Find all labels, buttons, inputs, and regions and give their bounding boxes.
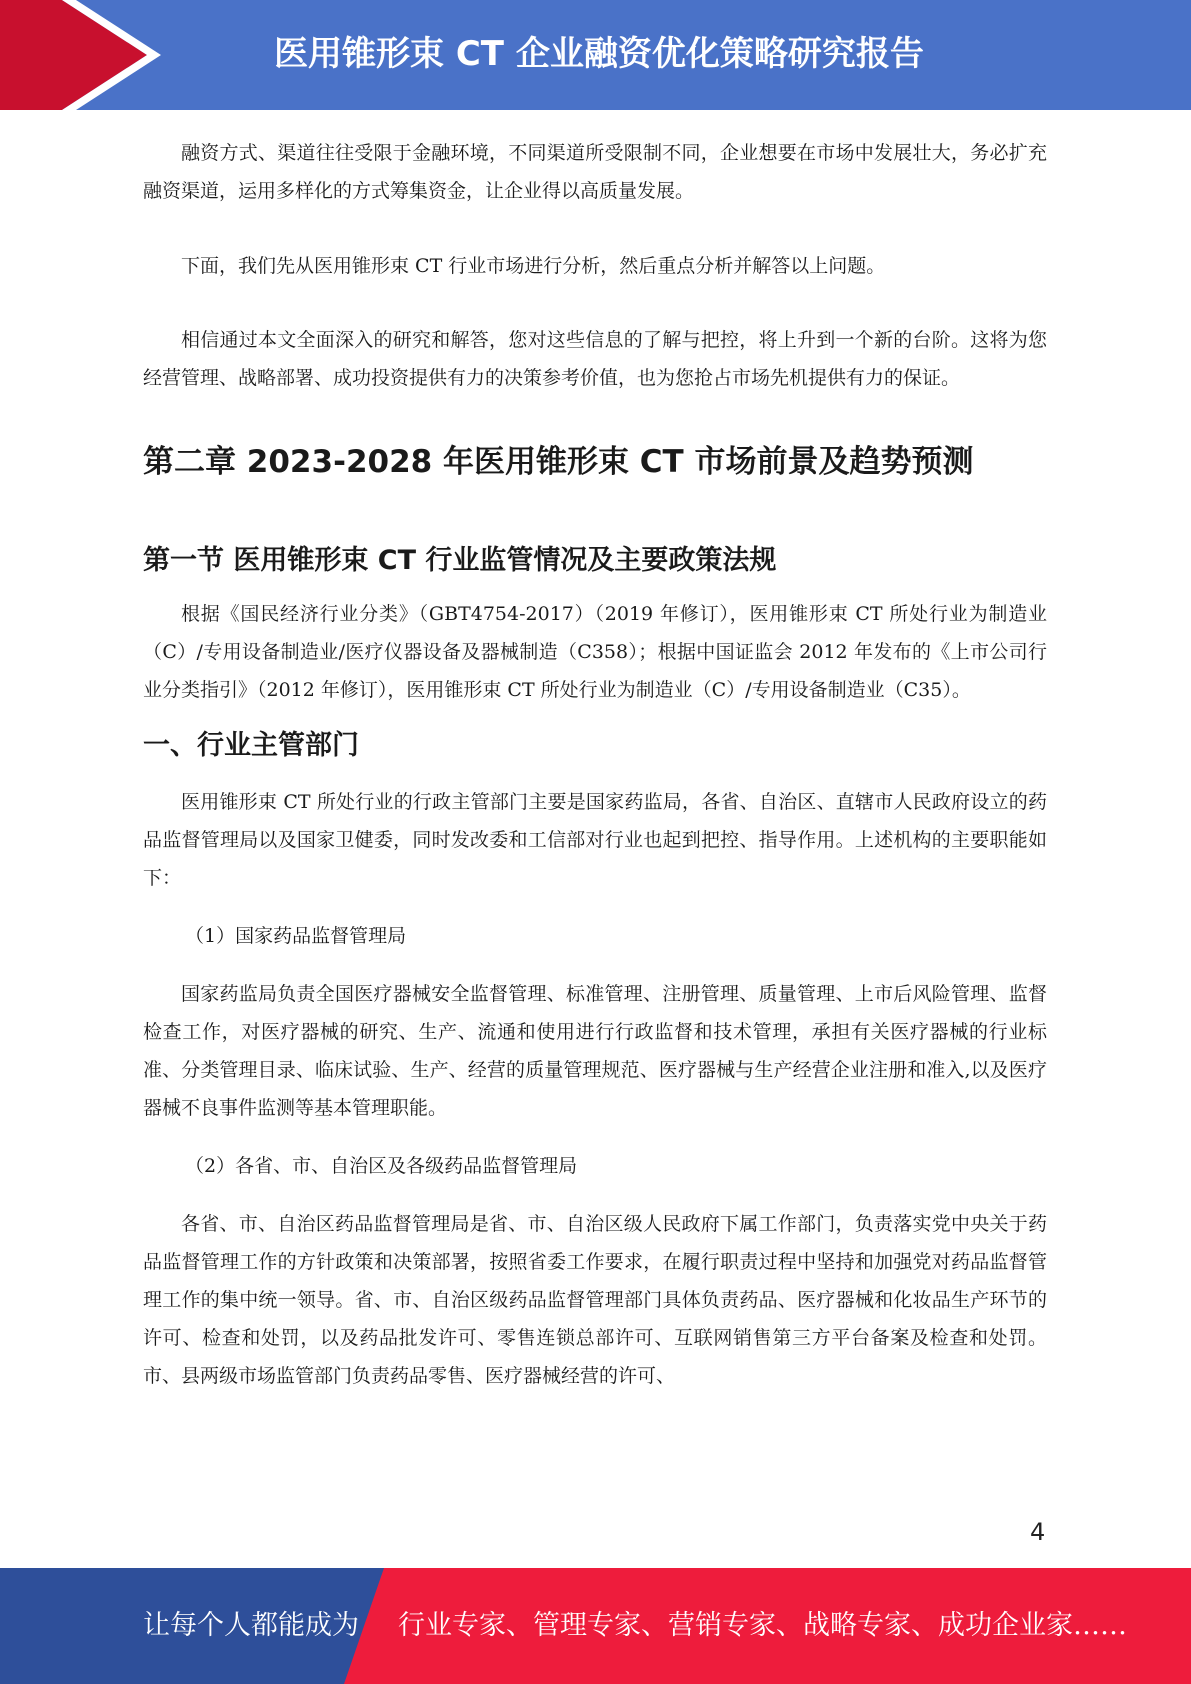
item1-paragraph: 国家药监局负责全国医疗器械安全监督管理、标准管理、注册管理、质量管理、上市后风险管理、监督检查工作，对医疗器械的研究、生产、流通和使用进行行政监督和技术管理，承担有关医疗器械的行业标准、分类管理目录、临床试验、生产、经营的质量管理规范、医疗器械与生产经营企业注册和准入,以及医疗器械不良事件监测等基本管理职能。	[143, 983, 1047, 1119]
intro-paragraph-3: 相信通过本文全面深入的研究和解答，您对这些信息的了解与把控，将上升到一个新的台阶。这将为您经营管理、战略部署、成功投资提供有力的决策参考价值，也为您抢占市场先机提供有力的保证。	[143, 329, 1047, 389]
subsection-paragraph: 医用锥形束 CT 所处行业的行政主管部门主要是国家药监局，各省、自治区、直辖市人民政府设立的药品监督管理局以及国家卫健委，同时发改委和工信部对行业也起到把控、指导作用。上述机构的主要职能如下：	[143, 791, 1047, 889]
item1-title: （1）国家药品监督管理局	[185, 925, 407, 947]
page-footer	[0, 1568, 1191, 1684]
section-paragraph: 根据《国民经济行业分类》（GBT4754-2017）（2019 年修订），医用锥形束 CT 所处行业为制造业（C）/专用设备制造业/医疗仪器设备及器械制造（C358）；根据中国证监会 2012 年发布的《上市公司行业分类指引》（2012 年修订），医用锥形束 CT 所处行业为制造业（C）/专用设备制造业（C35）。	[143, 603, 1048, 701]
subsection-title: 一、行业主管部门	[143, 730, 359, 761]
section-title: 第一节 医用锥形束 CT 行业监管情况及主要政策法规	[143, 545, 777, 576]
document-body	[143, 134, 1047, 1395]
item2-title: （2）各省、市、自治区及各级药品监督管理局	[185, 1155, 578, 1177]
footer-slogan-right: 行业专家、管理专家、营销专家、战略专家、成功企业家……	[398, 1610, 1127, 1641]
item2-paragraph: 各省、市、自治区药品监督管理局是省、市、自治区级人民政府下属工作部门，负责落实党中央关于药品监督管理工作的方针政策和决策部署，按照省委工作要求，在履行职责过程中坚持和加强党对药品监督管理工作的集中统一领导。省、市、自治区级药品监督管理部门具体负责药品、医疗器械和化妆品生产环节的许可、检查和处罚，以及药品批发许可、零售连锁总部许可、互联网销售第三方平台备案及检查和处罚。市、县两级市场监管部门负责药品零售、医疗器械经营的许可、	[143, 1213, 1047, 1387]
report-title: 医用锥形束 CT 企业融资优化策略研究报告	[274, 34, 924, 74]
page-header	[0, 0, 1191, 110]
intro-paragraph-2: 下面，我们先从医用锥形束 CT 行业市场进行分析，然后重点分析并解答以上问题。	[181, 255, 886, 277]
intro-paragraph-1: 融资方式、渠道往往受限于金融环境，不同渠道所受限制不同，企业想要在市场中发展壮大，务必扩充融资渠道，运用多样化的方式筹集资金，让企业得以高质量发展。	[143, 142, 1047, 202]
footer-slogan-left: 让每个人都能成为	[143, 1610, 359, 1641]
chapter-title: 第二章 2023-2028 年医用锥形束 CT 市场前景及趋势预测	[143, 444, 974, 480]
page-number: 4	[1030, 1518, 1046, 1546]
